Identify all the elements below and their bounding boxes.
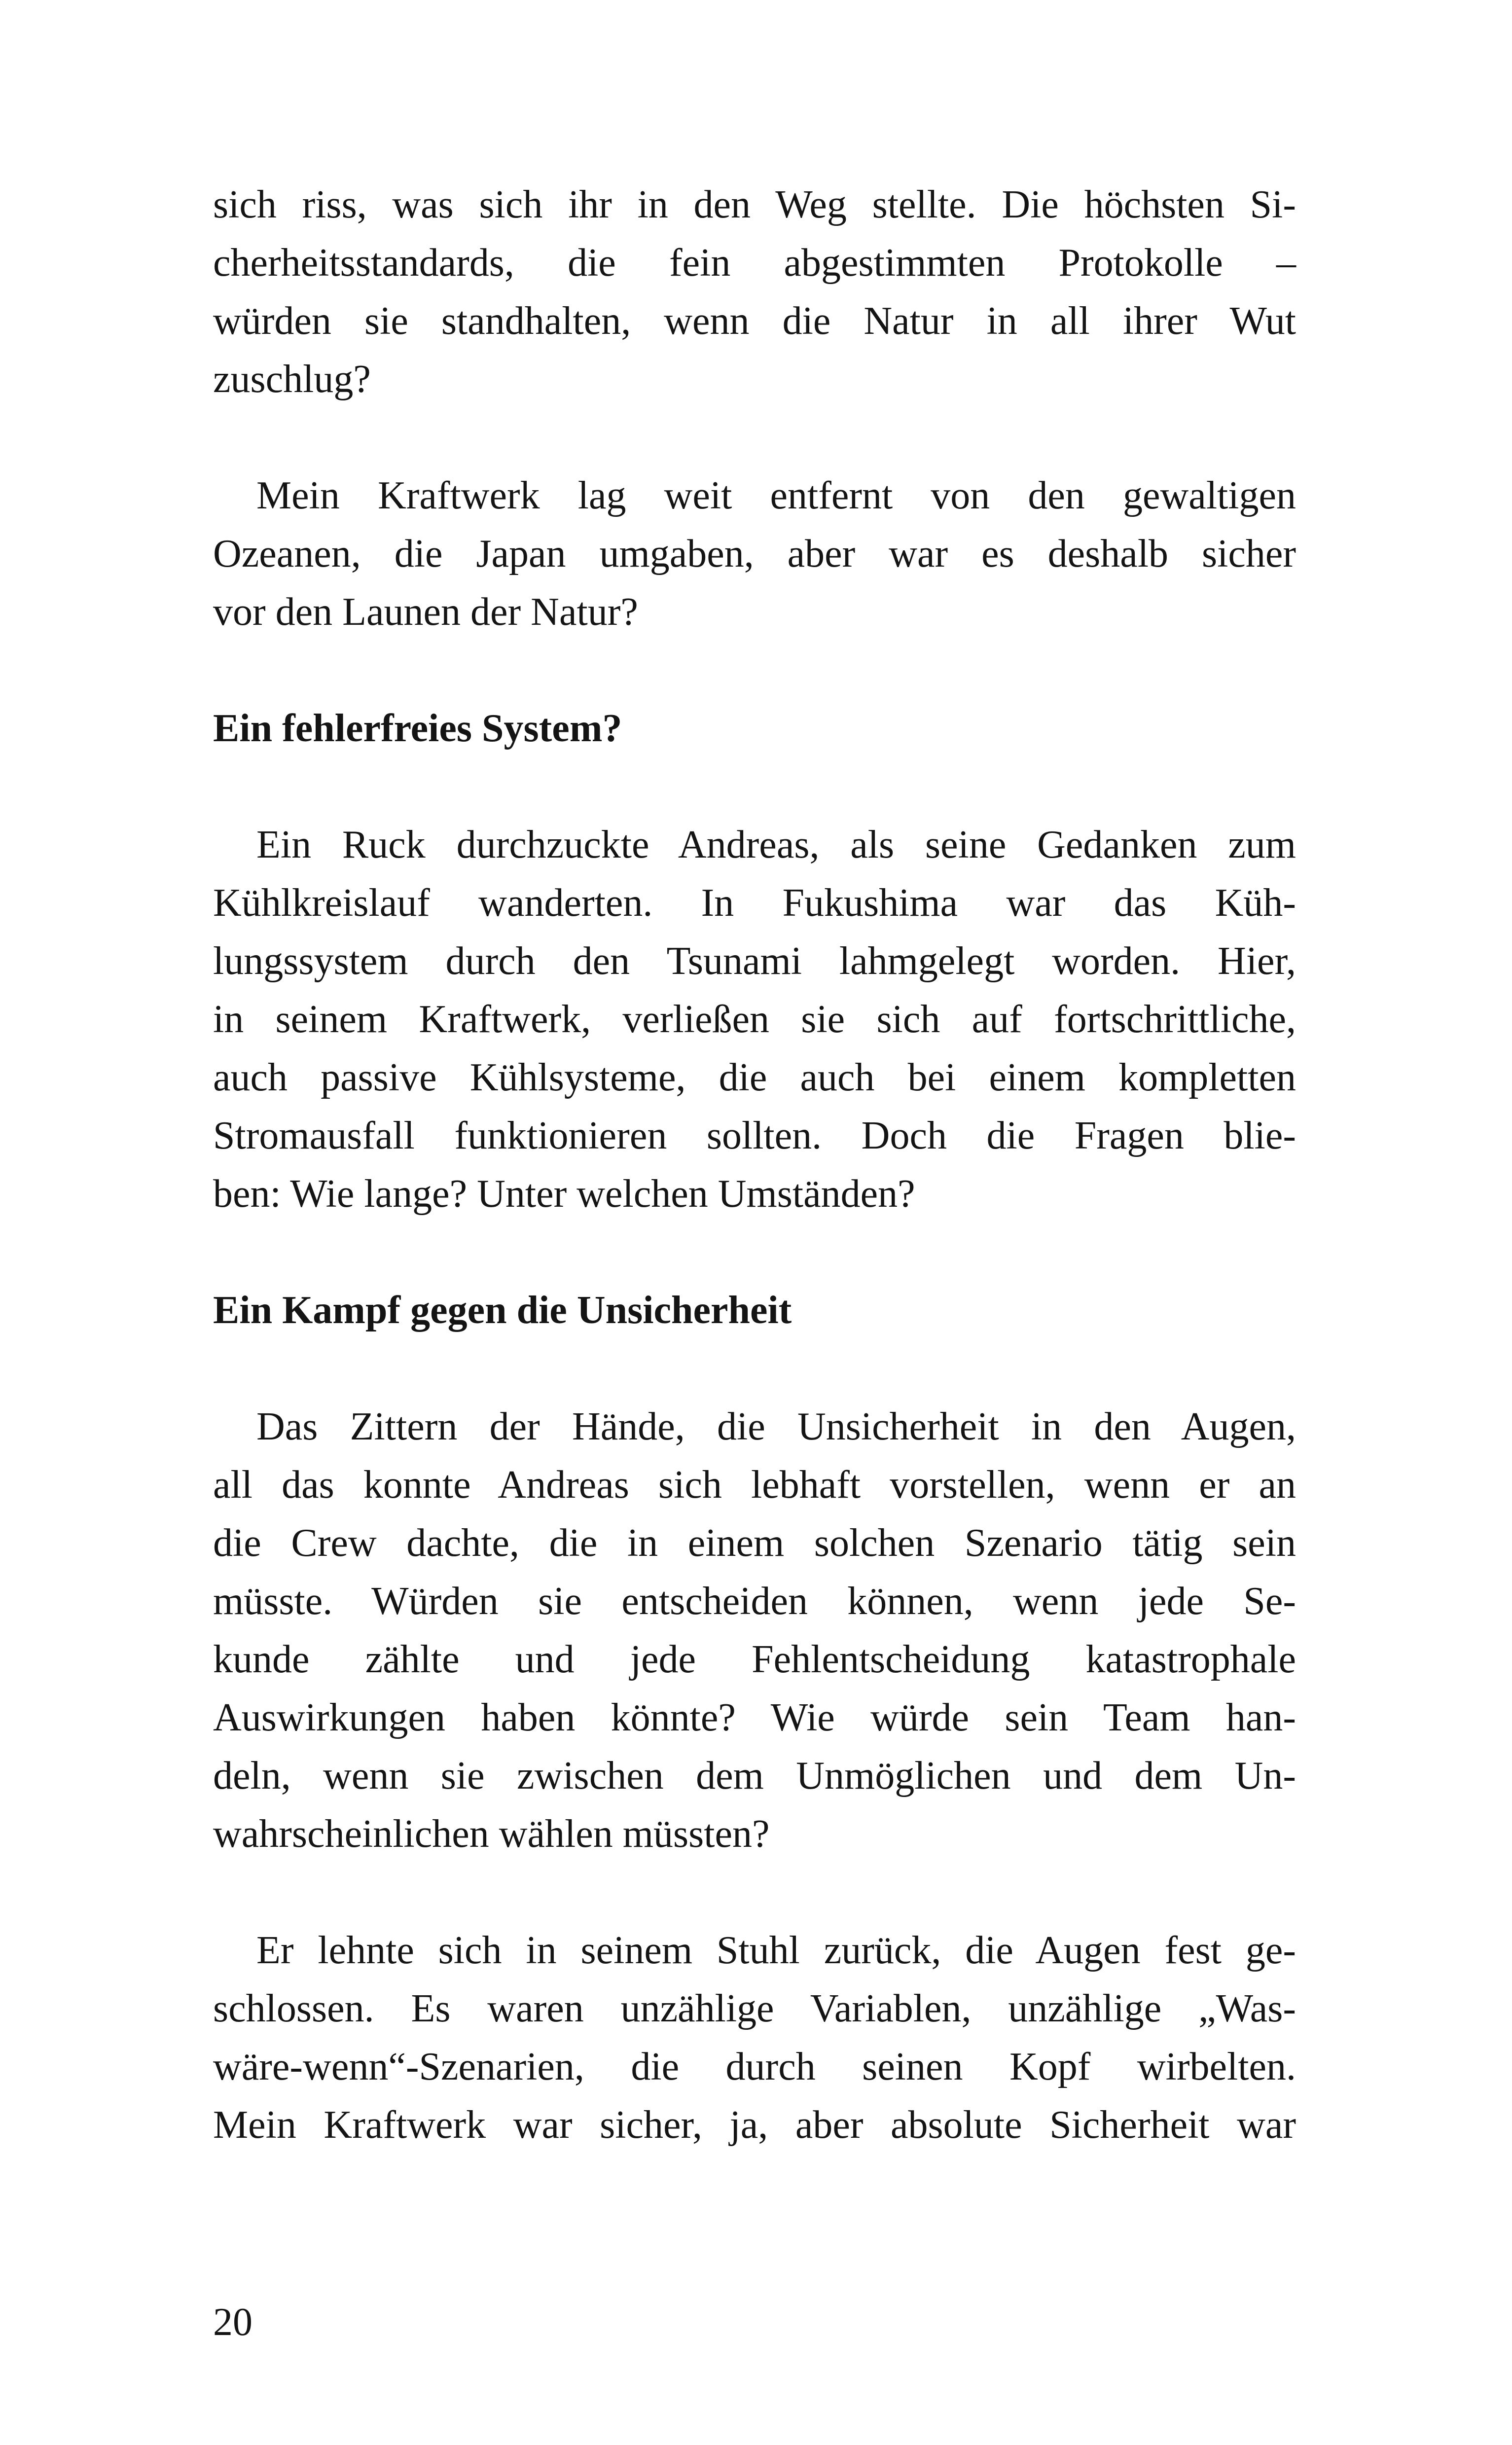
paragraph-spacer <box>213 1339 1296 1398</box>
text-line: zuschlug? <box>213 358 371 401</box>
text-line: Mein Kraftwerk lag weit entfernt von den gewaltigen <box>256 474 1296 517</box>
text-line: die Crew dachte, die in einem solchen Szenario tätig sein <box>213 1521 1296 1565</box>
text-line: Stromausfall funktionieren sollten. Doch die Fragen blie- <box>213 1114 1296 1157</box>
section-heading: Ein fehlerfreies System? <box>213 707 622 750</box>
text-line: Mein Kraftwerk war sicher, ja, aber absolute Sicherheit war <box>213 2103 1296 2147</box>
text-line: Ein Ruck durchzuckte Andreas, als seine Gedanken zum <box>256 823 1296 866</box>
text-line: ben: Wie lange? Unter welchen Umständen? <box>213 1172 915 1216</box>
text-line: all das konnte Andreas sich lebhaft vorstellen, wenn er an <box>213 1463 1296 1507</box>
text-line: sich riss, was sich ihr in den Weg stellte. Die höchsten Si- <box>213 183 1296 226</box>
text-line: wahrscheinlichen wählen müssten? <box>213 1812 770 1856</box>
text-line: Er lehnte sich in seinem Stuhl zurück, die Augen fest ge- <box>256 1929 1296 1972</box>
text-line: auch passive Kühlsysteme, die auch bei einem kompletten <box>213 1056 1296 1099</box>
text-line: Kühlkreislauf wanderten. In Fukushima war das Küh- <box>213 881 1296 925</box>
text-line: lungssystem durch den Tsunami lahmgelegt worden. Hier, <box>213 939 1296 983</box>
paragraph-2 <box>213 467 1296 641</box>
book-page-body <box>213 176 1296 2154</box>
text-line: müsste. Würden sie entscheiden können, wenn jede Se- <box>213 1580 1296 1623</box>
page-number: 20 <box>213 2301 252 2344</box>
paragraph-3 <box>213 816 1296 1223</box>
text-line: Auswirkungen haben könnte? Wie würde sein Team han- <box>213 1696 1296 1739</box>
paragraph-spacer <box>213 757 1296 816</box>
paragraph-spacer <box>213 641 1296 699</box>
text-line: wäre-wenn“-Szenarien, die durch seinen Kopf wirbelten. <box>213 2045 1296 2088</box>
text-line: kunde zählte und jede Fehlentscheidung katastrophale <box>213 1638 1296 1681</box>
text-line: würden sie standhalten, wenn die Natur in all ihrer Wut <box>213 299 1296 343</box>
paragraph-4 <box>213 1398 1296 1863</box>
paragraph-spacer <box>213 1223 1296 1281</box>
section-heading: Ein Kampf gegen die Unsicherheit <box>213 1289 792 1332</box>
paragraph-5 <box>213 1921 1296 2154</box>
text-line: deln, wenn sie zwischen dem Unmöglichen und dem Un- <box>213 1754 1296 1798</box>
text-line: Das Zittern der Hände, die Unsicherheit in den Augen, <box>256 1405 1296 1448</box>
text-line: cherheitsstandards, die fein abgestimmten Protokolle – <box>213 241 1296 285</box>
paragraph-1 <box>213 176 1296 408</box>
text-line: in seinem Kraftwerk, verließen sie sich auf fortschrittliche, <box>213 998 1296 1041</box>
text-line: schlossen. Es waren unzählige Variablen, unzählige „Was- <box>213 1987 1296 2030</box>
paragraph-spacer <box>213 1863 1296 1921</box>
text-line: vor den Launen der Natur? <box>213 590 638 634</box>
text-line: Ozeanen, die Japan umgaben, aber war es deshalb sicher <box>213 532 1296 575</box>
paragraph-spacer <box>213 408 1296 467</box>
